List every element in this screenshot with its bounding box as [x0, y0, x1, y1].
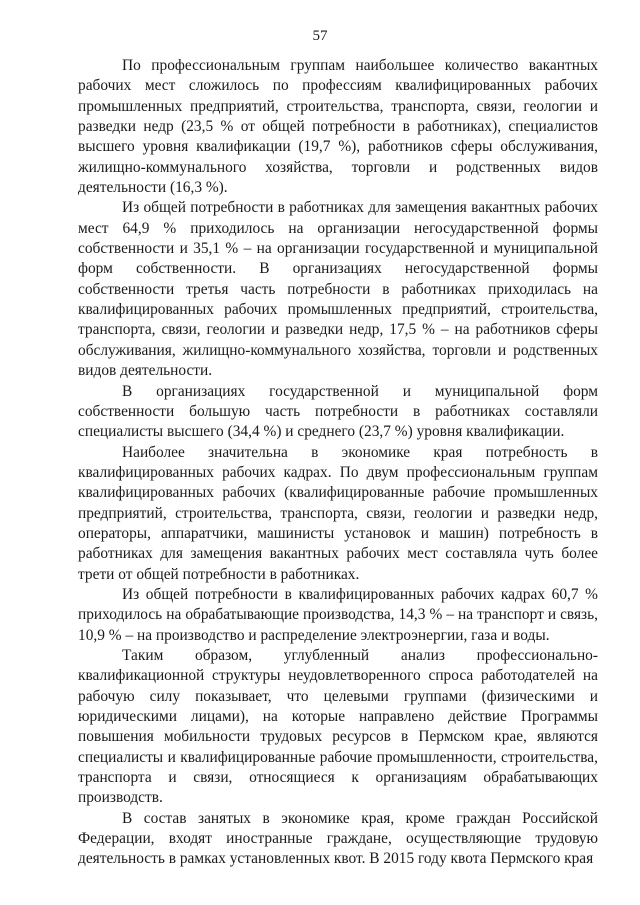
paragraph-state-municipal-demand: В организациях государственной и муниципальной форм собственности большую часть потребности в работниках составляли специалисты высшего (34,4 %) и среднего (23,7 %) уровня квалификации. — [78, 382, 598, 441]
paragraph-analysis-conclusion: Таким образом, углубленный анализ профессионально-квалификационной структуры неудовлетворенного спроса работодателей на рабочую силу показывает, что целевыми группами (физическими и юридическими лицами), на которые направлено действие Программы повышения мобильности трудовых ресурсов в Пермском крае, являются специалисты и квалифицированные рабочие промышленности, строительства, транспорта и связи, относящиеся к организациям обрабатывающих производств. — [78, 646, 598, 807]
page-number: 57 — [312, 28, 328, 44]
paragraph-foreign-workers: В состав занятых в экономике края, кроме граждан Российской Федерации, входят иностранные граждане, осуществляющие трудовую деятельность в рамках установленных квот. В 2015 году квота Пермского края — [78, 809, 598, 868]
paragraph-vacancies-by-profession: По профессиональным группам наибольшее количество вакантных рабочих мест сложилось по профессиям квалифицированных рабочих промышленных предприятий, строительства, транспорта, связи, геологии и разведки недр (23,5 % от общей потребности в работниках), специалистов высшего уровня квалификации (19,7 %), работников сферы обслуживания, жилищно-коммунального хозяйства, торговли и родственных видов деятельности (16,3 %). — [78, 57, 598, 197]
paragraph-skilled-demand-by-industry: Из общей потребности в квалифицированных рабочих кадрах 60,7 % приходилось на обрабатывающие производства, 14,3 % – на транспорт и связь, 10,9 % – на производство и распределение электроэнергии, газа и воды. — [78, 585, 598, 644]
paragraph-demand-by-ownership: Из общей потребности в работниках для замещения вакантных рабочих мест 64,9 % приходилось на организации негосударственной формы собственности и 35,1 % – на организации государственной и муниципальной форм собственности. В организациях негосударственной формы собственности третья часть потребности в работниках приходилась на квалифицированных рабочих промышленных предприятий, строительства, транспорта, связи, геологии и разведки недр, 17,5 % – на работников сферы обслуживания, жилищно-коммунального хозяйства, торговли и родственных видов деятельности. — [78, 199, 598, 380]
paragraph-skilled-workers-demand: Наиболее значительна в экономике края потребность в квалифицированных рабочих кадрах. По двум профессиональным группам квалифицированных рабочих (квалифицированные рабочие промышленных предприятий, строительства, транспорта, связи, геологии и разведки недр, операторы, аппаратчики, машинисты установок и машин) потребность в работниках для замещения вакантных рабочих мест составляла чуть более трети от общей потребности в работниках. — [78, 443, 598, 583]
document-body — [78, 56, 598, 870]
